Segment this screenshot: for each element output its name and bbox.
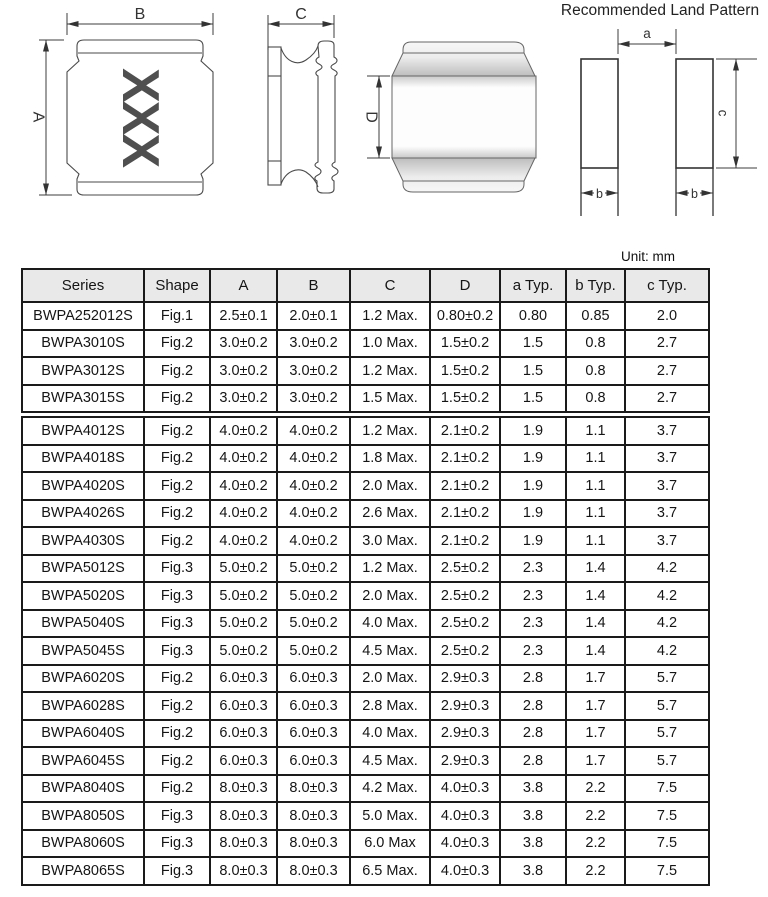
table-cell: BWPA3015S	[22, 385, 144, 415]
side-view-bottom-saddle	[281, 170, 318, 187]
table-cell: Fig.3	[144, 637, 210, 665]
side-view-drawing	[268, 41, 338, 193]
table-cell: Fig.2	[144, 385, 210, 415]
table-cell: Fig.3	[144, 857, 210, 885]
table-cell: BWPA6020S	[22, 665, 144, 693]
table-cell: 2.7	[625, 330, 709, 358]
table-cell: 5.7	[625, 692, 709, 720]
table-cell: 1.9	[500, 472, 566, 500]
table-cell: 0.8	[566, 357, 625, 385]
table-cell: 1.9	[500, 500, 566, 528]
table-cell: BWPA8065S	[22, 857, 144, 885]
drum-view-dimensions	[363, 76, 391, 158]
table-cell: 1.7	[566, 692, 625, 720]
dim-label-B: B	[134, 6, 146, 23]
table-cell: 1.4	[566, 637, 625, 665]
table-cell: 1.4	[566, 610, 625, 638]
table-cell: 3.8	[500, 775, 566, 803]
table-row	[22, 747, 709, 775]
table-cell: BWPA4020S	[22, 472, 144, 500]
land-pattern-title: Recommended Land Pattern	[560, 2, 760, 19]
table-cell: 3.7	[625, 472, 709, 500]
table-cell: Fig.2	[144, 472, 210, 500]
table-cell: Fig.3	[144, 802, 210, 830]
dim-label-b: b	[596, 187, 603, 201]
table-cell: 2.2	[566, 830, 625, 858]
table-body	[22, 302, 709, 885]
table-cell: 1.5	[500, 385, 566, 415]
land-pattern-left-pad	[581, 59, 618, 168]
table-cell: 2.2	[566, 775, 625, 803]
table-cell: 6.0±0.3	[277, 747, 350, 775]
table-cell: 2.5±0.2	[430, 555, 500, 583]
table-cell: 3.8	[500, 830, 566, 858]
table-cell: BWPA8050S	[22, 802, 144, 830]
table-cell: 6.0 Max	[350, 830, 430, 858]
table-cell: 0.80	[500, 302, 566, 330]
table-cell: 5.0±0.2	[277, 582, 350, 610]
table-cell: 5.0±0.2	[277, 555, 350, 583]
table-cell: 1.8 Max.	[350, 445, 430, 473]
table-cell: 7.5	[625, 830, 709, 858]
table-cell: 6.0±0.3	[210, 665, 277, 693]
table-cell: 1.2 Max.	[350, 357, 430, 385]
table-row	[22, 830, 709, 858]
table-cell: 2.2	[566, 857, 625, 885]
unit-note: Unit: mm	[621, 249, 675, 264]
table-cell: 7.5	[625, 802, 709, 830]
land-pattern	[561, 2, 759, 216]
table-cell: 2.3	[500, 610, 566, 638]
part-marking: XXX	[111, 67, 169, 167]
table-cell: 1.7	[566, 720, 625, 748]
table-cell: 0.8	[566, 330, 625, 358]
table-cell: Fig.1	[144, 302, 210, 330]
table-cell: BWPA8040S	[22, 775, 144, 803]
table-cell: 1.2 Max.	[350, 415, 430, 445]
table-cell: 4.0±0.2	[277, 472, 350, 500]
table-cell: BWPA8060S	[22, 830, 144, 858]
table-cell: 4.0 Max.	[350, 610, 430, 638]
table-cell: 4.0±0.2	[210, 500, 277, 528]
table-cell: BWPA6040S	[22, 720, 144, 748]
table-row	[22, 527, 709, 555]
table-cell: 4.5 Max.	[350, 637, 430, 665]
table-cell: 1.9	[500, 527, 566, 555]
table-cell: Fig.3	[144, 610, 210, 638]
table-cell: 3.0±0.2	[277, 385, 350, 415]
table-cell: Fig.2	[144, 720, 210, 748]
table-cell: 3.8	[500, 857, 566, 885]
table-row	[22, 637, 709, 665]
table-cell: 3.7	[625, 445, 709, 473]
table-cell: BWPA4030S	[22, 527, 144, 555]
dim-label-b: b	[691, 187, 698, 201]
table-cell: 5.0±0.2	[210, 555, 277, 583]
table-cell: 5.7	[625, 747, 709, 775]
land-pattern-right-pad	[676, 59, 713, 168]
table-cell: 6.0±0.3	[210, 720, 277, 748]
table-cell: 2.9±0.3	[430, 665, 500, 693]
table-row	[22, 555, 709, 583]
table-cell: Fig.3	[144, 555, 210, 583]
table-row	[22, 445, 709, 473]
front-view-drawing	[67, 40, 213, 195]
table-cell: 2.5±0.2	[430, 610, 500, 638]
side-view-terminal-right-edge	[331, 45, 338, 189]
table-row	[22, 802, 709, 830]
side-view-terminal-left-edge	[315, 46, 322, 188]
table-row	[22, 330, 709, 358]
table-cell: 4.0±0.2	[277, 445, 350, 473]
table-cell: Fig.3	[144, 830, 210, 858]
table-cell: 2.3	[500, 637, 566, 665]
table-cell: 4.0±0.2	[277, 415, 350, 445]
table-cell: 4.0±0.3	[430, 775, 500, 803]
table-cell: 2.8	[500, 720, 566, 748]
table-cell: 2.3	[500, 555, 566, 583]
dimensions-table-wrapper	[21, 268, 710, 886]
table-cell: 5.0±0.2	[210, 582, 277, 610]
column-header-d: D	[430, 269, 500, 302]
table-cell: Fig.2	[144, 330, 210, 358]
side-view-top-saddle	[281, 46, 318, 63]
table-cell: 4.0±0.2	[210, 527, 277, 555]
table-cell: 1.5±0.2	[430, 357, 500, 385]
side-view-dimensions	[268, 6, 334, 50]
table-cell: BWPA5020S	[22, 582, 144, 610]
table-cell: BWPA4026S	[22, 500, 144, 528]
drum-top-cap	[392, 42, 535, 76]
table-row	[22, 610, 709, 638]
table-cell: 2.0±0.1	[277, 302, 350, 330]
table-cell: 1.5±0.2	[430, 330, 500, 358]
table-cell: 1.4	[566, 555, 625, 583]
header-row	[22, 269, 709, 302]
table-cell: 7.5	[625, 775, 709, 803]
table-cell: 4.0±0.2	[210, 445, 277, 473]
table-cell: 4.2	[625, 582, 709, 610]
table-cell: 1.9	[500, 415, 566, 445]
dim-label-c: c	[715, 109, 731, 117]
table-cell: 8.0±0.3	[210, 830, 277, 858]
table-cell: 6.0±0.3	[277, 720, 350, 748]
dim-label-A: A	[29, 111, 47, 123]
table-cell: 1.2 Max.	[350, 302, 430, 330]
table-cell: 2.0	[625, 302, 709, 330]
table-cell: 4.2	[625, 610, 709, 638]
table-cell: 1.4	[566, 582, 625, 610]
table-cell: Fig.2	[144, 692, 210, 720]
table-cell: 1.2 Max.	[350, 555, 430, 583]
table-cell: 7.5	[625, 857, 709, 885]
table-cell: Fig.2	[144, 445, 210, 473]
table-cell: 1.1	[566, 445, 625, 473]
table-row	[22, 857, 709, 885]
table-cell: 2.1±0.2	[430, 527, 500, 555]
table-cell: 3.8	[500, 802, 566, 830]
table-cell: 2.6 Max.	[350, 500, 430, 528]
table-cell: BWPA5045S	[22, 637, 144, 665]
table-cell: 6.0±0.3	[210, 747, 277, 775]
table-cell: 2.0 Max.	[350, 472, 430, 500]
table-cell: 8.0±0.3	[277, 802, 350, 830]
table-cell: BWPA5012S	[22, 555, 144, 583]
table-cell: Fig.3	[144, 582, 210, 610]
table-cell: 0.85	[566, 302, 625, 330]
table-cell: 2.5±0.2	[430, 637, 500, 665]
column-header-shape: Shape	[144, 269, 210, 302]
table-cell: Fig.2	[144, 415, 210, 445]
table-cell: 3.7	[625, 415, 709, 445]
table-cell: 5.0±0.2	[210, 637, 277, 665]
drum-view-drawing	[392, 42, 536, 192]
table-cell: 3.0±0.2	[210, 330, 277, 358]
table-cell: 4.2	[625, 637, 709, 665]
side-view-flange-bar	[268, 47, 281, 185]
column-header-c-typ: c Typ.	[625, 269, 709, 302]
table-cell: 2.5±0.2	[430, 582, 500, 610]
table-cell: 1.1	[566, 500, 625, 528]
table-cell: 2.8 Max.	[350, 692, 430, 720]
table-cell: 3.0±0.2	[210, 385, 277, 415]
table-cell: BWPA4018S	[22, 445, 144, 473]
table-row	[22, 720, 709, 748]
table-cell: 6.5 Max.	[350, 857, 430, 885]
table-cell: 2.3	[500, 582, 566, 610]
table-cell: 2.8	[500, 665, 566, 693]
column-header-b: B	[277, 269, 350, 302]
table-cell: BWPA5040S	[22, 610, 144, 638]
table-cell: 8.0±0.3	[210, 857, 277, 885]
table-cell: 3.7	[625, 527, 709, 555]
table-cell: 3.0±0.2	[210, 357, 277, 385]
side-view-terminal-top-cap	[318, 41, 334, 46]
table-cell: 2.2	[566, 802, 625, 830]
table-cell: 6.0±0.3	[277, 692, 350, 720]
dim-label-C: C	[295, 6, 307, 23]
table-cell: 8.0±0.3	[210, 802, 277, 830]
table-row	[22, 357, 709, 385]
table-cell: 8.0±0.3	[277, 857, 350, 885]
table-row	[22, 415, 709, 445]
table-cell: Fig.2	[144, 527, 210, 555]
table-cell: 1.0 Max.	[350, 330, 430, 358]
table-cell: 3.7	[625, 500, 709, 528]
table-row	[22, 385, 709, 415]
table-row	[22, 472, 709, 500]
table-cell: 1.5±0.2	[430, 385, 500, 415]
table-cell: 2.8	[500, 692, 566, 720]
table-cell: 6.0±0.3	[277, 665, 350, 693]
table-cell: 4.5 Max.	[350, 747, 430, 775]
table-cell: 3.0±0.2	[277, 357, 350, 385]
table-row	[22, 692, 709, 720]
table-cell: 6.0±0.3	[210, 692, 277, 720]
table-cell: 4.0±0.2	[210, 415, 277, 445]
table-cell: 8.0±0.3	[210, 775, 277, 803]
table-cell: 2.9±0.3	[430, 747, 500, 775]
table-cell: 0.80±0.2	[430, 302, 500, 330]
table-cell: 4.0±0.3	[430, 802, 500, 830]
table-cell: 2.9±0.3	[430, 692, 500, 720]
table-cell: BWPA4012S	[22, 415, 144, 445]
table-cell: 4.0±0.2	[277, 500, 350, 528]
table-cell: 5.0±0.2	[277, 610, 350, 638]
table-cell: 3.0±0.2	[277, 330, 350, 358]
table-cell: Fig.2	[144, 775, 210, 803]
column-header-a-typ: a Typ.	[500, 269, 566, 302]
table-row	[22, 665, 709, 693]
table-cell: 2.8	[500, 747, 566, 775]
table-cell: BWPA252012S	[22, 302, 144, 330]
table-cell: BWPA6045S	[22, 747, 144, 775]
table-cell: 4.2	[625, 555, 709, 583]
table-cell: BWPA6028S	[22, 692, 144, 720]
table-cell: 4.0±0.3	[430, 857, 500, 885]
table-cell: Fig.2	[144, 500, 210, 528]
table-cell: 8.0±0.3	[277, 830, 350, 858]
column-header-series: Series	[22, 269, 144, 302]
table-cell: BWPA3010S	[22, 330, 144, 358]
technical-drawings	[0, 0, 768, 245]
table-cell: 1.5	[500, 357, 566, 385]
table-cell: 5.0±0.2	[210, 610, 277, 638]
table-cell: 4.2 Max.	[350, 775, 430, 803]
table-cell: 4.0±0.3	[430, 830, 500, 858]
table-cell: 2.5±0.1	[210, 302, 277, 330]
table-cell: 1.1	[566, 415, 625, 445]
table-row	[22, 775, 709, 803]
table-cell: 2.7	[625, 385, 709, 415]
drum-bottom-cap	[392, 158, 535, 192]
table-cell: Fig.2	[144, 747, 210, 775]
dim-label-a: a	[643, 26, 651, 41]
table-row	[22, 302, 709, 330]
table-cell: 4.0±0.2	[277, 527, 350, 555]
table-cell: 1.7	[566, 747, 625, 775]
table-cell: 1.1	[566, 472, 625, 500]
drum-middle-body	[392, 76, 536, 158]
table-cell: 8.0±0.3	[277, 775, 350, 803]
table-cell: Fig.2	[144, 357, 210, 385]
dimensions-table	[21, 268, 710, 886]
table-cell: 4.0±0.2	[210, 472, 277, 500]
table-cell: 2.0 Max.	[350, 665, 430, 693]
column-header-a: A	[210, 269, 277, 302]
table-cell: BWPA3012S	[22, 357, 144, 385]
table-cell: 4.0 Max.	[350, 720, 430, 748]
table-cell: 3.0 Max.	[350, 527, 430, 555]
table-row	[22, 500, 709, 528]
table-cell: 2.7	[625, 357, 709, 385]
table-cell: 2.1±0.2	[430, 415, 500, 445]
dim-label-D: D	[362, 111, 380, 123]
table-cell: 2.1±0.2	[430, 500, 500, 528]
column-header-c: C	[350, 269, 430, 302]
side-view-terminal-bottom-cap	[317, 188, 334, 193]
table-cell: 1.5 Max.	[350, 385, 430, 415]
table-cell: 1.5	[500, 330, 566, 358]
table-row	[22, 582, 709, 610]
table-cell: 5.7	[625, 720, 709, 748]
table-cell: 2.1±0.2	[430, 472, 500, 500]
table-cell: 2.0 Max.	[350, 582, 430, 610]
table-cell: 2.1±0.2	[430, 445, 500, 473]
table-cell: 1.7	[566, 665, 625, 693]
table-cell: Fig.2	[144, 665, 210, 693]
table-cell: 5.0±0.2	[277, 637, 350, 665]
column-header-b-typ: b Typ.	[566, 269, 625, 302]
table-cell: 5.0 Max.	[350, 802, 430, 830]
table-cell: 0.8	[566, 385, 625, 415]
table-cell: 5.7	[625, 665, 709, 693]
table-cell: 1.1	[566, 527, 625, 555]
table-cell: 2.9±0.3	[430, 720, 500, 748]
table-cell: 1.9	[500, 445, 566, 473]
